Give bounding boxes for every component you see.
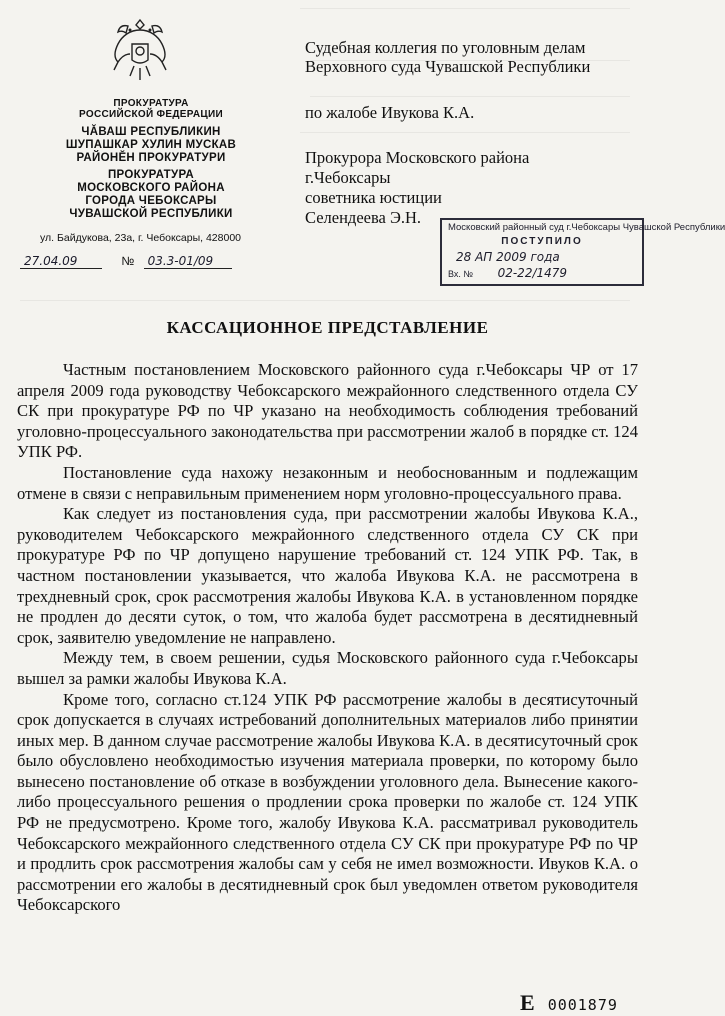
- letterhead-line: РОССИЙСКОЙ ФЕДЕРАЦИИ: [79, 109, 223, 120]
- letterhead-line: ПРОКУРАТУРА: [107, 169, 195, 181]
- stamp-incoming: [448, 266, 567, 280]
- body-paragraph: Как следует из постановления суда, при рассмотрении жалобы Ивукова К.А., руководителем Чебоксарского межрайонного следственного отдела СУ СК при прокуратуре РФ по ЧР допущено нарушение требований ст. 124 УПК РФ. Так, в частном постановлении указывается, что жалоба Ивукова К.А. не рассмотрена в трехдневный срок, срок рассмотрения жалобы Ивукова К.А. в установленном порядке не продлен до десяти суток, о том, что жалоба будет рассмотрена в десятидневный срок, заявителю уведомление не направлено.: [17, 504, 638, 647]
- letterhead-line: РАЙОНĔН ПРОКУРАТУРИ: [76, 152, 226, 164]
- letterhead-line: ПРОКУРАТУРА: [113, 98, 189, 109]
- body-paragraph: Кроме того, согласно ст.124 УПК РФ рассмотрение жалобы в десятисуточный срок допускается в случаях истребований дополнительных материалов либо принятии иных мер. В данном случае рассмотрение жалобы Ивукова К.А. в десятисуточный срок было обусловлено необходимостью изучения материала проверки, по которому было вынесено постановление об отказе в возбуждении уголовного дела. Вынесение какого-либо процессуального решения о продлении срока проверки по жалобе ст. 124 УПК РФ не предусмотрено. Кроме того, жалобу Ивукова К.А. рассматривал руководитель Чебоксарского межрайонного следственного отдела СУ СК при прокуратуре РФ по ЧР и продлить срок рассмотрения жалобы сам у себя не имел возможности. Ивуков К.А. о рассмотрении его жалобы в десятидневный срок был уведомлен ответом руководителя Чебоксарского: [17, 689, 638, 915]
- letterhead-line: ЧУВАШСКОЙ РЕСПУБЛИКИ: [69, 208, 233, 220]
- sender-line: Прокурора Московского района: [305, 148, 530, 167]
- sender-line: советника юстиции: [305, 188, 442, 207]
- outgoing-date: 27.04.09: [20, 254, 102, 269]
- body-paragraph: Частным постановлением Московского районного суда г.Чебоксары ЧР от 17 апреля 2009 года руководству Чебоксарского межрайонного следственного отдела СУ СК при прокуратуре РФ по ЧР указано на необходимость соблюдения требований уголовно-процессуального законодательства при рассмотрении жалоб в порядке ст. 124 УПК РФ.: [17, 360, 638, 462]
- stamp-incoming-number: 02-22/1479: [497, 266, 568, 280]
- letterhead-line: ШУПАШКАР ХУЛИН МУСКАВ: [65, 139, 237, 151]
- serial-letter: Е: [520, 990, 536, 1015]
- sender-line: г.Чебоксары: [305, 168, 391, 187]
- addressee-line: Судебная коллегия по уголовным делам: [305, 38, 586, 57]
- stamp-date: 28 АП 2009 года: [456, 250, 560, 264]
- letterhead-line: МОСКОВСКОГО РАЙОНА: [77, 182, 225, 194]
- complaint-reference: по жалобе Ивукова К.А.: [305, 103, 475, 122]
- received-stamp: [440, 218, 725, 286]
- sender-line: Селендеева Э.Н.: [305, 208, 422, 227]
- document-title: КАССАЦИОННОЕ ПРЕДСТАВЛЕНИЕ: [166, 318, 489, 337]
- stamp-received: ПОСТУПИЛО: [501, 236, 583, 247]
- bleed-through-line: [20, 300, 630, 301]
- bleed-through-line: [300, 8, 630, 9]
- body-paragraph: Между тем, в своем решении, судья Московского районного суда г.Чебоксары вышел за рамки жалобы Ивукова К.А.: [17, 648, 638, 688]
- outgoing-number: 03.3-01/09: [144, 254, 232, 269]
- stamp-org: Московский районный суд г.Чебоксары Чувашской Республики: [448, 222, 725, 233]
- letterhead-line: ГОРОДА ЧЕБОКСАРЫ: [85, 195, 217, 207]
- number-label: №: [121, 254, 135, 268]
- letterhead-line: ЧĂВАШ РЕСПУБЛИКИН: [81, 126, 221, 138]
- form-serial-number: [520, 990, 618, 1016]
- bleed-through-line: [310, 96, 630, 97]
- body-paragraph: Постановление суда нахожу незаконным и необоснованным и подлежащим отмене в связи с неправильным применением норм уголовно-процессуального права.: [17, 462, 638, 503]
- serial-digits: 0001879: [547, 996, 618, 1014]
- stamp-incoming-label: Вх. №: [448, 269, 474, 279]
- double-headed-eagle-emblem: [108, 14, 172, 86]
- letterhead-address: ул. Байдукова, 23а, г. Чебоксары, 428000: [40, 232, 242, 244]
- bleed-through-line: [300, 132, 630, 133]
- document-body: [17, 360, 638, 916]
- addressee-line: Верховного суда Чувашской Республики: [305, 57, 591, 76]
- letterhead-date-number: [20, 254, 240, 269]
